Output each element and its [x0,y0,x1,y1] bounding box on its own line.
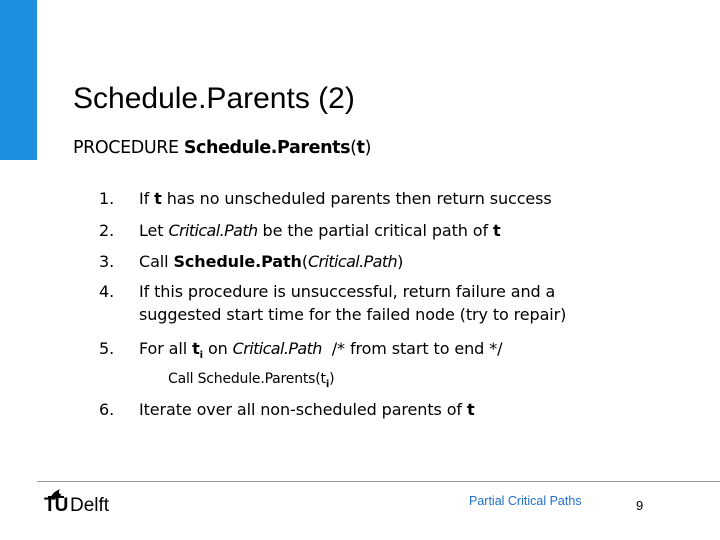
open-paren: ( [350,138,357,158]
procedure-name: Schedule.Parents [183,138,351,158]
var-critical-path: Critical.Path [307,252,398,271]
close-paren: ) [364,138,371,158]
step-number: 5. [99,339,115,358]
step-text [139,398,475,421]
footer-section-label: Partial Critical Paths [469,494,582,508]
substep-call [168,368,334,396]
subscript-i: i [325,378,330,390]
logo-tu: TU [44,495,68,516]
comment: /* from start to end */ [321,339,503,358]
text-part: For all [139,339,193,358]
logo-delft: Delft [70,495,110,516]
text-part: Iterate over all non-scheduled parents of [139,400,467,419]
text-part: ) [329,371,335,387]
tu-delft-logo [44,489,124,517]
footer-divider [37,481,720,482]
text-line-2: suggested start time for the failed node (try to repair) [139,305,567,324]
var-critical-path: Critical.Path [168,221,258,240]
text-part: Call Schedule.Parents(t [168,371,326,387]
var-t: t [154,189,162,208]
text-part: Let [139,221,169,240]
step-text [139,280,566,326]
text-line-1: If this procedure is unsuccessful, return failure and a [139,282,556,301]
text-part: has no unscheduled parents then return success [161,189,552,208]
step-number: 4. [99,282,115,301]
var-t: t [192,339,200,358]
step-text [139,187,552,210]
var-critical-path: Critical.Path [232,339,322,358]
var-t: t [466,400,475,419]
text-part: Call [139,252,174,271]
text-part: be the partial critical path of [257,221,494,240]
step-text [139,337,502,367]
step-number: 6. [99,400,115,419]
slide-title: Schedule.Parents (2) [73,82,355,115]
procedure-param: t [356,138,365,158]
procedure-heading [73,136,371,160]
subscript-i: i [199,350,203,362]
var-t: t [493,221,501,240]
page-number: 9 [636,498,644,513]
procedure-keyword: PROCEDURE [73,138,179,158]
text-part: If [139,189,155,208]
open-paren: ( [301,252,308,271]
step-number: 2. [99,221,115,240]
step-text [139,219,501,242]
step-number: 1. [99,189,115,208]
step-text [139,250,403,273]
step-number: 3. [99,252,115,271]
close-paren: ) [397,252,404,271]
call-schedule-path: Schedule.Path [173,252,302,271]
text-part: on [202,339,233,358]
accent-bar [0,0,37,160]
